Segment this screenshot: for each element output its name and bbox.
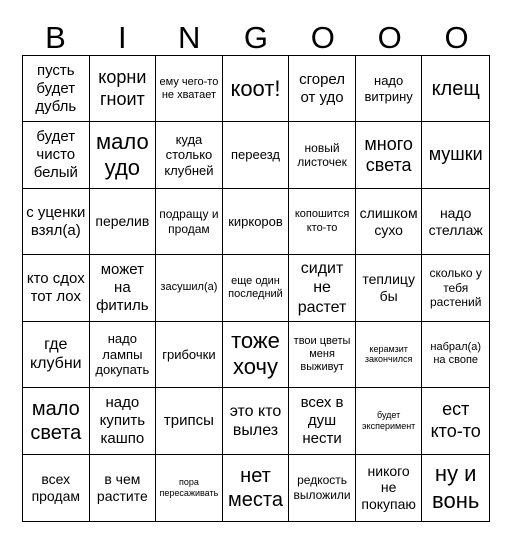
bingo-cell[interactable]: будет чисто белый <box>23 122 90 188</box>
bingo-cell[interactable]: никого не покупаю <box>356 455 423 521</box>
bingo-cell[interactable]: корни гноит <box>90 56 157 122</box>
bingo-cell[interactable]: будет эксперимент <box>356 388 423 454</box>
bingo-cell[interactable]: грибочки <box>156 322 223 388</box>
bingo-cell[interactable]: надо купить кашпо <box>90 388 157 454</box>
bingo-board <box>22 55 490 522</box>
bingo-cell[interactable]: набрал(а) на свопе <box>422 322 489 388</box>
bingo-cell[interactable]: с уценки взял(а) <box>23 189 90 255</box>
bingo-cell[interactable]: надо витрину <box>356 56 423 122</box>
header-letter: G <box>243 20 269 55</box>
bingo-cell[interactable]: перелив <box>90 189 157 255</box>
bingo-cell[interactable]: слишком сухо <box>356 189 423 255</box>
bingo-cell[interactable]: сколько у тебя растений <box>422 255 489 321</box>
bingo-cell[interactable]: еще один последний <box>223 255 290 321</box>
bingo-cell[interactable]: коот! <box>223 56 290 122</box>
bingo-cell[interactable]: мало удо <box>90 122 157 188</box>
bingo-cell[interactable]: переезд <box>223 122 290 188</box>
bingo-cell[interactable]: надо лампы докупать <box>90 322 157 388</box>
bingo-cell[interactable]: сгорел от удо <box>289 56 356 122</box>
bingo-cell[interactable]: копошится кто-то <box>289 189 356 255</box>
bingo-cell[interactable]: мало света <box>23 388 90 454</box>
bingo-cell[interactable]: куда столько клубней <box>156 122 223 188</box>
bingo-cell[interactable]: пусть будет дубль <box>23 56 90 122</box>
bingo-cell[interactable]: редкость выложили <box>289 455 356 521</box>
bingo-cell[interactable]: надо стеллаж <box>422 189 489 255</box>
bingo-cell[interactable]: где клубни <box>23 322 90 388</box>
header-letter: B <box>45 20 66 55</box>
header-letter: N <box>177 20 201 55</box>
bingo-cell[interactable]: всех продам <box>23 455 90 521</box>
bingo-header <box>22 18 490 58</box>
bingo-cell[interactable]: теплицу бы <box>356 255 423 321</box>
bingo-cell[interactable]: клещ <box>422 56 489 122</box>
header-letter: O <box>444 20 469 55</box>
bingo-cell[interactable]: ему чего-то не хватает <box>156 56 223 122</box>
bingo-cell[interactable]: твои цветы меня выживут <box>289 322 356 388</box>
bingo-cell[interactable]: тоже хочу <box>223 322 290 388</box>
bingo-cell[interactable]: киркоров <box>223 189 290 255</box>
bingo-cell[interactable]: керамзит закончился <box>356 322 423 388</box>
bingo-cell[interactable]: пора пересаживать <box>156 455 223 521</box>
bingo-cell[interactable]: трипсы <box>156 388 223 454</box>
header-letter: I <box>117 20 127 55</box>
bingo-cell[interactable]: сидит не растет <box>289 255 356 321</box>
bingo-cell[interactable]: новый листочек <box>289 122 356 188</box>
bingo-cell[interactable]: в чем растите <box>90 455 157 521</box>
bingo-cell[interactable]: может на фитиль <box>90 255 157 321</box>
bingo-cell[interactable]: мушки <box>422 122 489 188</box>
bingo-cell[interactable]: нет места <box>223 455 290 521</box>
bingo-cell[interactable]: кто сдох тот лох <box>23 255 90 321</box>
bingo-cell[interactable]: всех в душ нести <box>289 388 356 454</box>
bingo-cell[interactable]: много света <box>356 122 423 188</box>
bingo-cell[interactable]: это кто вылез <box>223 388 290 454</box>
header-letter: O <box>377 20 402 55</box>
bingo-cell[interactable]: засушил(а) <box>156 255 223 321</box>
bingo-cell[interactable]: ну и вонь <box>432 461 480 513</box>
bingo-cell[interactable]: ест кто-то <box>422 388 489 454</box>
bingo-cell[interactable]: подращу и продам <box>156 189 223 255</box>
header-letter: O <box>310 20 335 55</box>
